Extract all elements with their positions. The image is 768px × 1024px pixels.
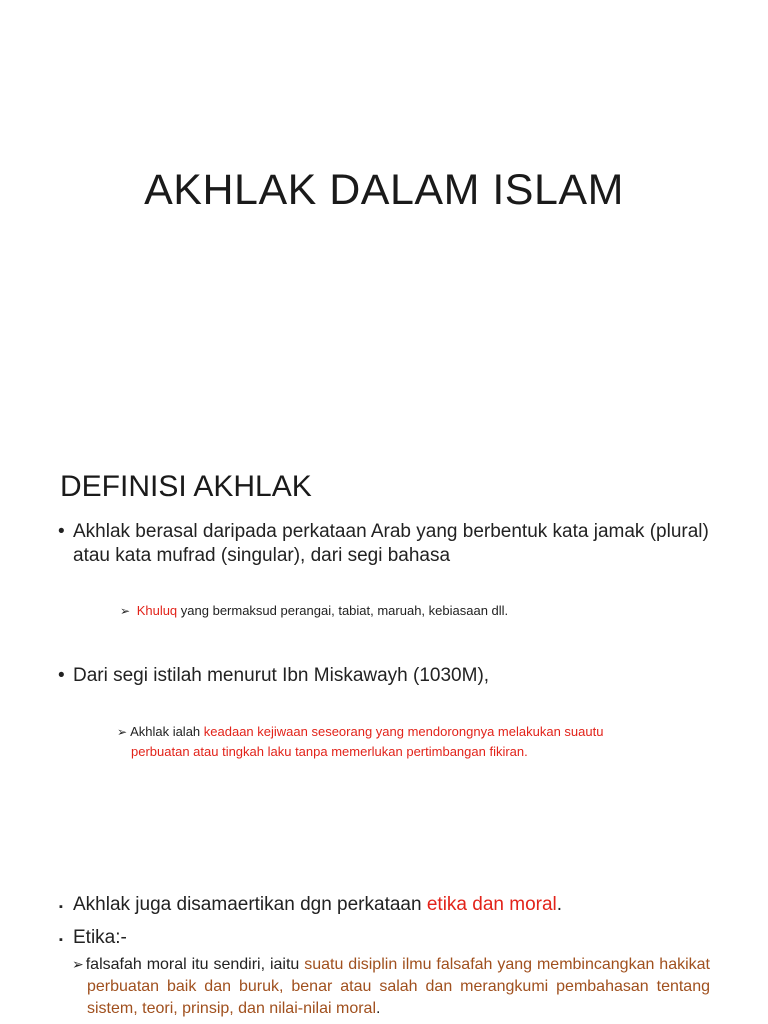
- bullet-marker: •: [58, 665, 65, 686]
- bullet-origin: [58, 520, 723, 568]
- highlight-term: Khuluq: [136, 603, 178, 618]
- bullet-text: Akhlak juga disamaertikan dgn perkataan: [73, 894, 427, 915]
- sub-point-lead: falsafah moral itu sendiri, iaitu: [85, 956, 305, 973]
- title-slide: [0, 0, 768, 432]
- bullet-etika-moral: [59, 893, 723, 917]
- arrow-bullet-icon: ➢: [72, 956, 84, 972]
- sub-point-falsafah: [72, 953, 710, 1020]
- bullet-text: Etika:-: [73, 927, 127, 948]
- definition-slide: [0, 432, 768, 1024]
- bullet-text: Dari segi istilah menurut Ibn Miskawayh (1030M),: [73, 665, 490, 686]
- bullet-end: .: [556, 894, 563, 915]
- slide-title: AKHLAK DALAM ISLAM: [144, 166, 624, 214]
- highlight-definition: suatu disiplin ilmu falsafah yang membincangkan hakikat perbuatan baik dan buruk, benar atau salah dan merangkumi pembahasan tentang sistem, teori, prinsip, dan nilai-nilai moral: [87, 956, 710, 1017]
- sub-point-end: .: [376, 1000, 381, 1017]
- highlight-term: etika dan moral: [426, 894, 557, 915]
- arrow-bullet-icon: ➢: [117, 725, 128, 739]
- sub-point-definition: [117, 722, 677, 761]
- square-bullet-icon: ▪: [59, 901, 63, 913]
- highlight-definition-line2: perbuatan atau tingkah laku tanpa memerlukan pertimbangan fikiran.: [131, 744, 528, 759]
- section-heading: DEFINISI AKHLAK: [60, 470, 312, 503]
- arrow-bullet-icon: ➢: [120, 604, 131, 618]
- bullet-etika: [59, 926, 723, 950]
- highlight-definition-line1: keadaan kejiwaan seseorang yang mendorongnya melakukan suautu: [203, 724, 604, 739]
- square-bullet-icon: ▪: [59, 934, 63, 946]
- sub-point-lead: Akhlak ialah: [130, 724, 204, 739]
- bullet-marker: •: [58, 521, 65, 542]
- bullet-text: Akhlak berasal daripada perkataan Arab yang berbentuk kata jamak (plural) atau kata mufrad (singular), dari segi bahasa: [73, 521, 709, 566]
- sub-point-text: yang bermaksud perangai, tabiat, maruah, kebiasaan dll.: [177, 603, 509, 618]
- bullet-terminology: [58, 664, 723, 688]
- sub-point-khuluq: [120, 601, 720, 621]
